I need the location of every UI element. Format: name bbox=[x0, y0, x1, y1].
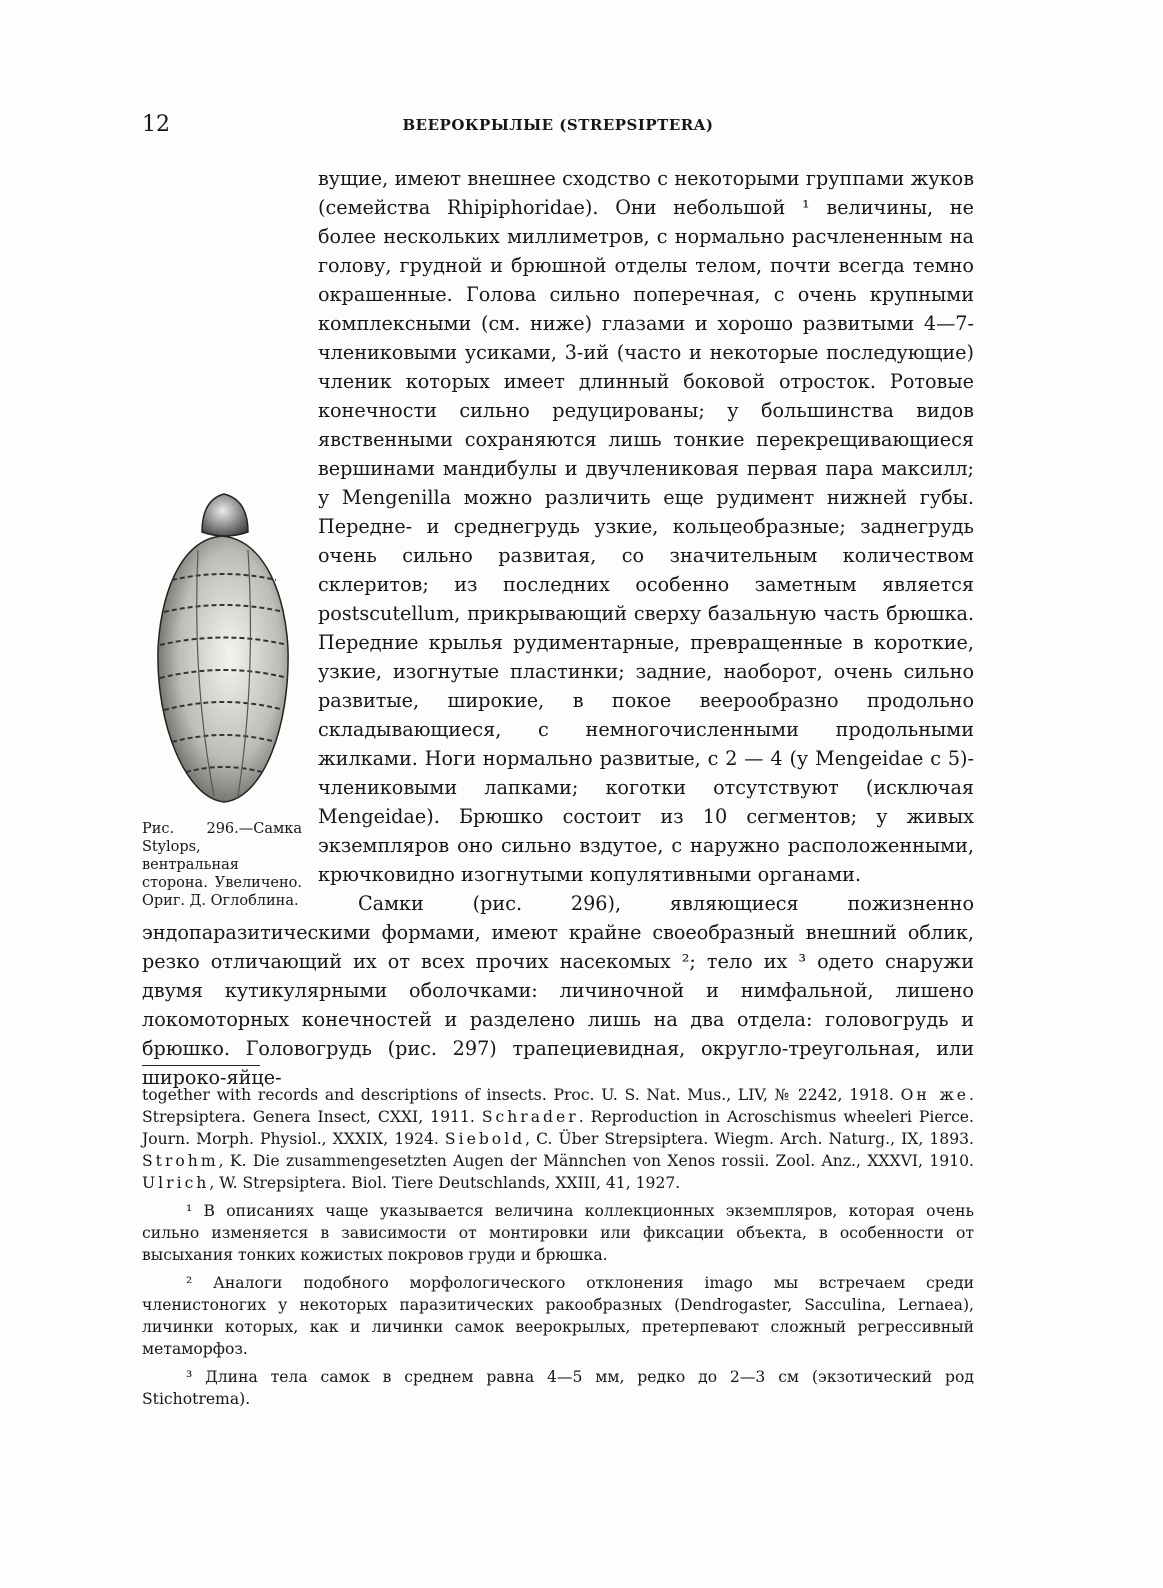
bib-author: Strohm bbox=[142, 1152, 219, 1170]
footnote-1: ¹ В описаниях чаще указывается величина коллекционных экземпляров, которая очень сильно изменяется в зависимости от монтировки или фиксации объекта, в особенности от высыхания тонких кожистых покровов груди и брюшка. bbox=[142, 1202, 974, 1264]
bib-author: Siebold bbox=[444, 1130, 526, 1148]
bib-author: Schrader bbox=[481, 1108, 579, 1126]
bib-text: . Reproduction in Acroschismus wheeleri Pierce. Journ. Morph. Physiol., XXXIX, 1924. bbox=[142, 1108, 974, 1148]
bibliography-continuation bbox=[142, 1084, 974, 1194]
paragraph-2: Самки (рис. 296), являющиеся пожизненно эндопаразитическими формами, имеют крайне своеобразный внешний облик, резко отличающий их от всех прочих насекомых ²; тело их ³ одето снаружи двумя кутикулярными оболочками: личиночной и нимфальной, лишено локомоторных конечностей и разделено лишь на два отдела: головогрудь и брюшко. Головогрудь (рис. 297) трапециевидная, округло-треугольная, или широко-яйце- bbox=[142, 892, 974, 1089]
bib-text: . Strepsiptera. Genera Insect, CXXI, 1911. bbox=[142, 1086, 974, 1126]
bib-text: , W. Strepsiptera. Biol. Tiere Deutschlands, XXIII, 41, 1927. bbox=[209, 1174, 681, 1192]
footnote-2: ² Аналоги подобного морфологического отклонения imago мы встречаем среди членистоногих у некоторых паразитических ракообразных (Dendrogaster, Sacculina, Lernaea), личинки которых, как и личинки самок веерокрылых, претерпевают сложный регрессивный метаморфоз. bbox=[142, 1274, 974, 1358]
bib-author: Он же bbox=[900, 1086, 970, 1104]
page-number: 12 bbox=[142, 112, 170, 137]
bib-text: , K. Die zusammengesetzten Augen der Männchen von Xenos rossii. Zool. Anz., XXXVI, 1910. bbox=[218, 1152, 974, 1170]
female-stylops-icon bbox=[148, 480, 296, 810]
page-header bbox=[142, 112, 974, 142]
bib-author: Ulrich bbox=[142, 1174, 210, 1192]
bib-text: together with records and descriptions of insects. Proc. U. S. Nat. Mus., LIV, № 2242, 1918. bbox=[142, 1086, 901, 1104]
footnote-separator bbox=[142, 1065, 260, 1066]
bib-text: , C. Über Strepsiptera. Wiegm. Arch. Naturg., IX, 1893. bbox=[525, 1130, 974, 1148]
footnote-3: ³ Длина тела самок в среднем равна 4—5 мм, редко до 2—3 см (экзотический род Stichotrema). bbox=[142, 1368, 974, 1408]
main-text bbox=[142, 164, 974, 1092]
figure-296 bbox=[142, 480, 302, 910]
running-title: ВЕЕРОКРЫЛЫЕ (STREPSIPTERA) bbox=[402, 116, 714, 134]
footnotes bbox=[142, 1084, 974, 1416]
paragraph-1: вущие, имеют внешнее сходство с некоторыми группами жуков (семейства Rhipiphoridae). Они небольшой ¹ величины, не более нескольких миллиметров, с нормально расчлененным на голову, грудной и брюшной отделы телом, почти всегда темно окрашенные. Голова сильно поперечная, с очень крупными комплексными (см. ниже) глазами и хорошо развитыми 4—7-члениковыми усиками, 3-ий (часто и некоторые последующие) членик которых имеет длинный боковой отросток. Ротовые конечности сильно редуцированы; у большинства видов явственными сохраняются лишь тонкие перекрещивающиеся вершинами мандибулы и двучлениковая первая пара максилл; у Mengenilla можно различить еще рудимент нижней губы. Передне- и среднегрудь узкие, кольцеобразные; заднегрудь очень сильно развитая, со значительным количеством склеритов; из последних особенно заметным является postscutellum, прикрывающий сверху базальную часть брюшка. Передние крылья рудиментарные, превращенные в короткие, узкие, изогнутые пластинки; задние, наоборот, очень сильно развитые, широкие, в покое веерообразно продольно складывающиеся, с немногочисленными продольными жилками. Ноги нормально развитые, с 2 — 4 (у Mengeidae с 5)-члениковыми лапками; коготки отсутствуют (исключая Mengeidae). Брюшко состоит из 10 сегментов; у живых экземпляров оно сильно вздутое, с наружно расположенными, крючковидно изогнутыми копулятивными органами. bbox=[318, 167, 974, 886]
figure-caption: Рис. 296.—Самка Stylops, вентральная сторона. Увеличено. Ориг. Д. Оглоблина. bbox=[142, 821, 302, 909]
